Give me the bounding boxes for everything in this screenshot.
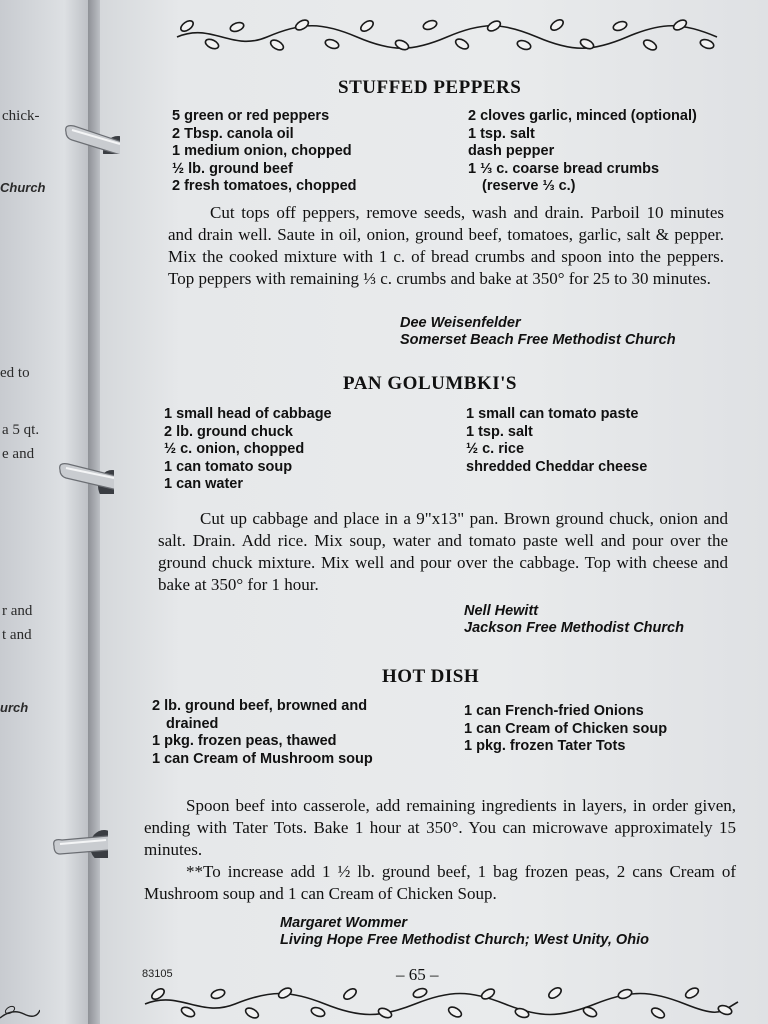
left-page-fragment: chick- <box>2 108 40 124</box>
ingredient: 1 pkg. frozen Tater Tots <box>464 738 626 754</box>
ingredient: (reserve ⅓ c.) <box>482 178 576 194</box>
ingredient: ½ c. onion, chopped <box>164 441 305 457</box>
ingredient: 1 pkg. frozen peas, thawed <box>152 733 337 749</box>
ingredient: 1 small head of cabbage <box>164 406 332 422</box>
top-vine-ornament <box>172 12 722 56</box>
recipe-credit <box>464 603 684 637</box>
credit-name: Margaret Wommer <box>280 915 408 931</box>
ingredient: 1 can Cream of Mushroom soup <box>152 750 373 767</box>
recipe-directions <box>144 795 736 905</box>
left-page-fragment: ed to <box>0 365 30 381</box>
ingredient: 2 fresh tomatoes, chopped <box>172 178 357 194</box>
directions-paragraph: **To increase add 1 ½ lb. ground beef, 1 bag frozen peas, 2 cans Cream of Mushroom soup and 1 can Cream of Chicken Soup. <box>144 862 736 903</box>
left-page-fragment: t and <box>2 627 32 643</box>
recipe-title: HOT DISH <box>382 666 480 687</box>
recipe-directions <box>168 202 724 290</box>
credit-name: Dee Weisenfelder <box>400 315 521 331</box>
ingredient: ½ c. rice <box>466 441 525 457</box>
ingredient: 2 lb. ground beef, browned and <box>152 698 368 714</box>
left-page-fragment: r and <box>2 603 33 619</box>
ingredient: 1 can water <box>164 476 243 492</box>
ingredient: 1 tsp. salt <box>466 423 533 440</box>
binder-ring <box>56 458 114 494</box>
cookbook-page <box>100 0 768 1024</box>
ingredient: 5 green or red peppers <box>172 108 330 124</box>
ingredient: 1 small can tomato paste <box>466 406 639 422</box>
left-page-fragment: urch <box>0 700 29 715</box>
recipe-title: STUFFED PEPPERS <box>338 77 522 98</box>
credit-church: Living Hope Free Methodist Church; West Unity, Ohio <box>280 932 649 948</box>
credit-church: Jackson Free Methodist Church <box>464 620 684 636</box>
left-page-vine-ornament <box>0 998 40 1024</box>
ingredient: 2 lb. ground chuck <box>164 423 293 440</box>
credit-name: Nell Hewitt <box>464 603 539 619</box>
directions-paragraph: Spoon beef into casserole, add remaining ingredients in layers, in order given, ending with Tater Tots. Bake 1 hour at 350°. You can microwave approximately 15 minutes. <box>144 796 736 859</box>
ingredient: 1 ⅓ c. coarse bread crumbs <box>468 160 660 177</box>
ingredients-left-column <box>152 698 373 768</box>
ingredient: 2 cloves garlic, minced (optional) <box>468 108 697 124</box>
book-code: 83105 <box>142 968 173 980</box>
ingredient: 1 can French-fried Onions <box>464 703 644 719</box>
bottom-vine-ornament <box>140 982 740 1024</box>
ingredient: 2 Tbsp. canola oil <box>172 125 294 142</box>
ingredient: shredded Cheddar cheese <box>466 458 648 475</box>
ingredients-right-column <box>468 108 697 196</box>
directions-paragraph: Cut tops off peppers, remove seeds, wash and drain. Parboil 10 minutes and drain well. Saute in oil, onion, ground beef, tomatoes, garlic, salt & pepper. Mix the cooked mixture with 1 c. of bread crumbs and spoon into the peppers. Top peppers with remaining ⅓ c. crumbs and bake at 350° for 25 to 30 minutes. <box>168 203 724 288</box>
ingredients-left-column <box>164 406 332 494</box>
recipe-credit <box>400 315 676 349</box>
directions-paragraph: Cut up cabbage and place in a 9"x13" pan. Brown ground chuck, onion and salt. Drain. Add rice. Mix soup, water and tomato paste well and pour over the ground chuck mixture. Mix well and pour over the cabbage. Top with cheese and bake at 350° for 1 hour. <box>158 509 728 594</box>
binder-ring <box>62 118 120 154</box>
recipe-credit <box>280 915 649 949</box>
ingredients-right-column <box>466 406 647 476</box>
ingredients-left-column <box>172 108 357 196</box>
page-number: – 65 – <box>396 965 439 984</box>
left-page-fragment: Church <box>0 180 46 195</box>
ingredient: 1 medium onion, chopped <box>172 143 352 159</box>
ingredient: drained <box>166 715 219 732</box>
ingredient: dash pepper <box>468 143 555 159</box>
ingredient: 1 tsp. salt <box>468 125 535 142</box>
ingredient: 1 can tomato soup <box>164 458 293 475</box>
recipe-directions <box>158 508 728 596</box>
ingredients-right-column <box>464 703 667 756</box>
left-page-fragment: a 5 qt. <box>2 422 40 438</box>
recipe-title: PAN GOLUMBKI'S <box>343 373 517 394</box>
binder-ring <box>50 822 108 858</box>
left-page-fragment: e and <box>2 446 35 462</box>
ingredient: 1 can Cream of Chicken soup <box>464 720 668 737</box>
credit-church: Somerset Beach Free Methodist Church <box>400 332 676 348</box>
ingredient: ½ lb. ground beef <box>172 160 293 177</box>
